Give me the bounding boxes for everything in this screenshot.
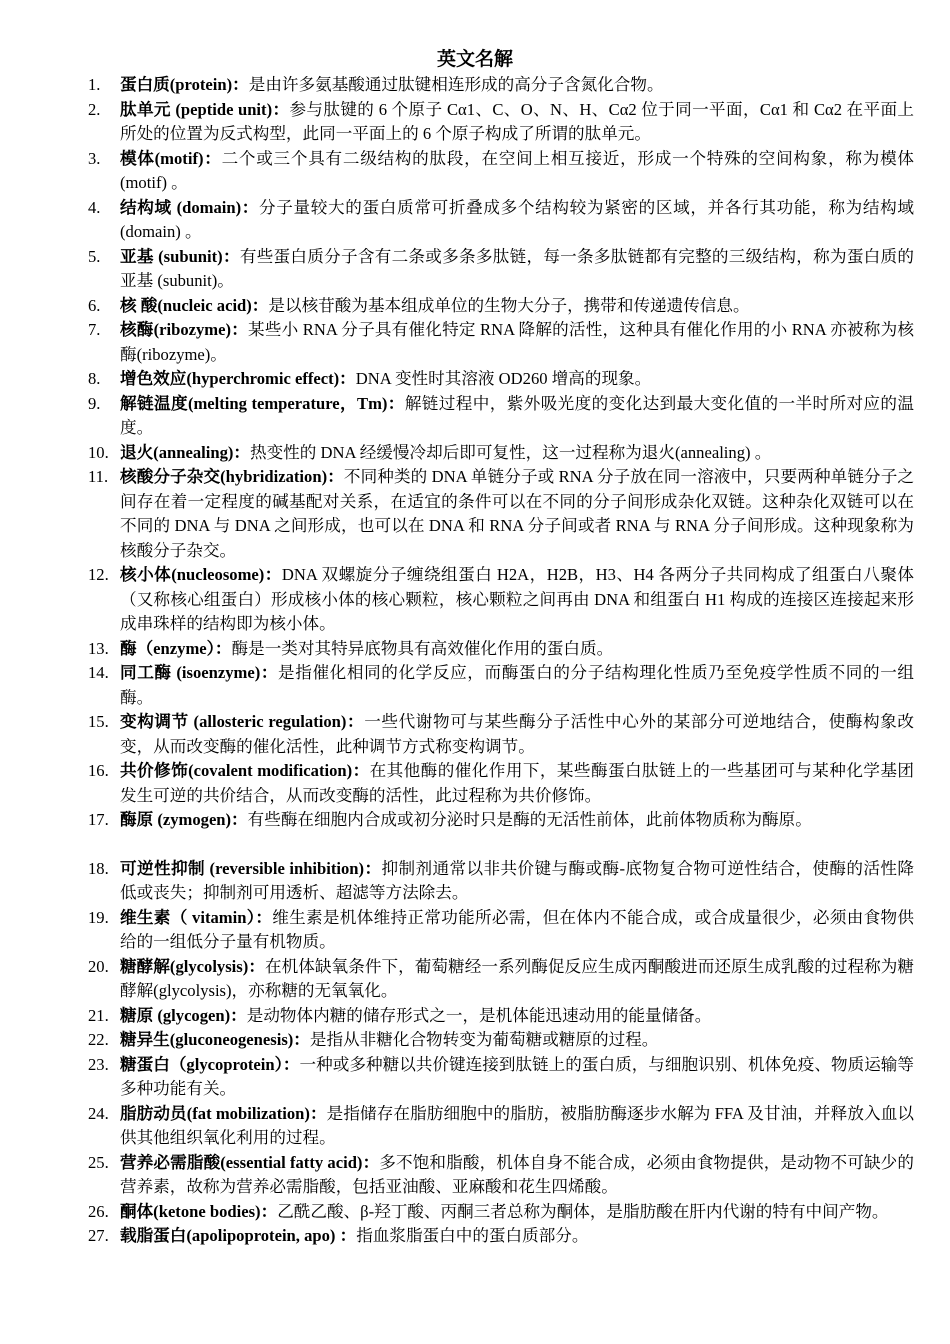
- term-heading: 解链温度(melting temperature，Tm)：: [120, 393, 405, 413]
- term-definition: 酶是一类对其特异底物具有高效催化作用的蛋白质。: [231, 638, 614, 658]
- term-heading: 核 酸(nucleic acid)：: [120, 295, 269, 315]
- term-heading: 核小体(nucleosome)：: [120, 565, 282, 584]
- term-heading: 糖原 (glycogen)：: [120, 1005, 247, 1025]
- term-definition: 是以核苷酸为基本组成单位的生物大分子，携带和传递遗传信息。: [268, 295, 750, 315]
- term-item: [0, 906, 950, 955]
- term-heading: 脂肪动员(fat mobilization)：: [120, 1103, 327, 1123]
- term-heading: 亚基 (subunit)：: [120, 246, 240, 266]
- term-heading: 变构调节 (allosteric regulation)：: [120, 712, 365, 731]
- term-heading: 糖蛋白（glycoprotein）：: [120, 1054, 300, 1074]
- term-number: 12.: [88, 565, 109, 584]
- term-heading: 同工酶 (isoenzyme)：: [120, 663, 279, 682]
- term-definition: 是动物体内糖的储存形式之一，是机体能迅速动用的能量储备。: [246, 1005, 712, 1025]
- term-number: 21.: [88, 1005, 109, 1025]
- term-item: [0, 73, 950, 98]
- term-definition: DNA 变性时其溶液 OD260 增高的现象。: [355, 369, 652, 388]
- term-number: 26.: [88, 1201, 109, 1221]
- term-definition: 指血浆脂蛋白中的蛋白质部分。: [356, 1226, 589, 1245]
- term-number: 7.: [88, 320, 101, 339]
- term-list: [0, 73, 950, 1249]
- term-definition: 一种或多种糖以共价键连接到肽链上的蛋白质，与细胞识别、机体免疫、物质运输等多种功能有关。: [120, 1054, 914, 1098]
- term-heading: 酶原 (zymogen)：: [120, 810, 248, 829]
- term-number: 17.: [88, 810, 109, 829]
- term-item: [0, 367, 950, 392]
- term-definition: 抑制剂通常以非共价键与酶或酶-底物复合物可逆性结合，使酶的活性降低或丧失；抑制剂可用透析、超滤等方法除去。: [120, 858, 914, 902]
- term-item: [0, 1053, 950, 1102]
- term-number: 24.: [88, 1103, 109, 1123]
- term-definition: 某些小 RNA 分子具有催化特定 RNA 降解的活性，这种具有催化作用的小 RNA 亦被称为核酶(ribozyme)。: [120, 320, 915, 364]
- term-definition: 多不饱和脂酸，机体自身不能合成，必须由食物提供，是动物不可缺少的营养素，故称为营养必需脂酸，包括亚油酸、亚麻酸和花生四烯酸。: [120, 1152, 914, 1196]
- term-heading: 糖酵解(glycolysis)：: [120, 956, 265, 976]
- term-definition: 有些酶在细胞内合成或初分泌时只是酶的无活性前体，此前体物质称为酶原。: [247, 810, 812, 829]
- term-item: [0, 661, 950, 710]
- term-heading: 退火(annealing)：: [120, 442, 250, 462]
- term-definition: 维生素是机体维持正常功能所必需，但在体内不能合成，或合成量很少，必须由食物供给的一组低分子量有机物质。: [120, 907, 914, 951]
- term-definition: 解链过程中，紫外吸光度的变化达到最大变化值的一半时所对应的温度。: [120, 393, 914, 437]
- term-number: 1.: [88, 75, 101, 94]
- term-number: 23.: [88, 1054, 109, 1074]
- term-number: 4.: [88, 197, 101, 217]
- term-heading: 共价修饰(covalent modification)：: [120, 761, 370, 780]
- term-heading: 可逆性抑制 (reversible inhibition)：: [120, 858, 382, 878]
- term-definition: 分子量较大的蛋白质常可折叠成多个结构较为紧密的区域，并各行其功能，称为结构域 (domain) 。: [120, 197, 915, 241]
- term-heading: 核酶(ribozyme)：: [120, 320, 249, 339]
- term-definition: 在机体缺氧条件下，葡萄糖经一系列酶促反应生成丙酮酸进而还原生成乳酸的过程称为糖酵解(glycolysis)，亦称糖的无氧氧化。: [120, 956, 915, 1000]
- term-number: 22.: [88, 1030, 109, 1049]
- term-item: [0, 759, 950, 808]
- term-number: 9.: [88, 393, 101, 413]
- term-number: 18.: [88, 858, 109, 878]
- term-item: [0, 294, 950, 319]
- term-heading: 酮体(ketone bodies)：: [120, 1201, 278, 1221]
- term-number: 5.: [88, 246, 101, 266]
- term-number: 25.: [88, 1152, 109, 1172]
- term-number: 20.: [88, 956, 109, 976]
- term-definition: 热变性的 DNA 经缓慢冷却后即可复性，这一过程称为退火(annealing) 。: [250, 442, 772, 462]
- term-definition: 乙酰乙酸、β-羟丁酸、丙酮三者总称为酮体，是脂肪酸在肝内代谢的特有中间产物。: [277, 1201, 889, 1221]
- term-item: [0, 1028, 950, 1053]
- term-item: [0, 563, 950, 637]
- term-heading: 酶（enzyme）：: [120, 638, 232, 658]
- term-number: 14.: [88, 663, 109, 682]
- term-heading: 载脂蛋白(apolipoprotein, apo) ：: [120, 1226, 357, 1245]
- blank-line: [0, 833, 950, 857]
- term-heading: 模体(motif)：: [120, 148, 222, 168]
- term-definition: 参与肽键的 6 个原子 Cα1、C、O、N、H、Cα2 位于同一平面，Cα1 和 Cα2 在平面上所处的位置为反式构型，此同一平面上的 6 个原子构成了所谓的肽单元。: [120, 99, 915, 143]
- term-heading: 维生素（ vitamin）：: [120, 907, 273, 927]
- term-definition: 是由许多氨基酸通过肽键相连形成的高分子含氮化合物。: [248, 75, 664, 94]
- term-item: [0, 710, 950, 759]
- term-number: 10.: [88, 442, 109, 462]
- term-item: [0, 808, 950, 833]
- term-heading: 营养必需脂酸(essential fatty acid)：: [120, 1152, 380, 1172]
- term-item: [0, 857, 950, 906]
- term-number: 3.: [88, 148, 101, 168]
- term-definition: 在其他酶的催化作用下，某些酶蛋白肽链上的一些基团可与某种化学基团发生可逆的共价结合，从而改变酶的活性，此过程称为共价修饰。: [120, 761, 915, 805]
- term-heading: 糖异生(gluconeogenesis)：: [120, 1030, 310, 1049]
- term-heading: 蛋白质(protein)：: [120, 75, 249, 94]
- term-item: [0, 245, 950, 294]
- term-item: [0, 318, 950, 367]
- term-item: [0, 1102, 950, 1151]
- term-number: 2.: [88, 99, 101, 119]
- term-item: [0, 441, 950, 466]
- term-item: [0, 1200, 950, 1225]
- term-definition: 一些代谢物可与某些酶分子活性中心外的某部分可逆地结合，使酶构象改变，从而改变酶的催化活性，此种调节方式称变构调节。: [120, 712, 914, 756]
- term-item: [0, 1004, 950, 1029]
- term-number: 16.: [88, 761, 109, 780]
- term-item: [0, 98, 950, 147]
- term-definition: 二个或三个具有二级结构的肽段，在空间上相互接近，形成一个特殊的空间构象，称为模体(motif) 。: [120, 148, 914, 192]
- term-number: 15.: [88, 712, 109, 731]
- term-definition: 不同种类的 DNA 单链分子或 RNA 分子放在同一溶液中，只要两种单链分子之间存在着一定程度的碱基配对关系，在适宜的条件可以在不同的分子间形成杂化双链。这种杂化双链可以在不同的 DNA 与 DNA 之间形成，也可以在 DNA 和 RNA 分子间或者 RNA 与 RNA 分子间形成。这种现象称为核酸分子杂交。: [120, 467, 914, 560]
- term-item: [0, 392, 950, 441]
- term-number: 27.: [88, 1226, 109, 1245]
- term-item: [0, 955, 950, 1004]
- term-definition: 是指催化相同的化学反应，而酶蛋白的分子结构理化性质乃至免疫学性质不同的一组酶。: [120, 663, 914, 707]
- term-number: 8.: [88, 369, 101, 388]
- term-item: [0, 465, 950, 563]
- term-heading: 肽单元 (peptide unit)：: [120, 99, 290, 119]
- term-item: [0, 1151, 950, 1200]
- term-item: [0, 147, 950, 196]
- term-item: [0, 637, 950, 662]
- term-number: 6.: [88, 295, 101, 315]
- term-item: [0, 196, 950, 245]
- term-definition: 是指从非糖化合物转变为葡萄糖或糖原的过程。: [309, 1030, 659, 1049]
- term-heading: 结构域 (domain)：: [120, 197, 260, 217]
- term-number: 13.: [88, 638, 109, 658]
- term-item: [0, 1224, 950, 1249]
- term-definition: 有些蛋白质分子含有二条或多条多肽链，每一条多肽链都有完整的三级结构，称为蛋白质的亚基 (subunit)。: [120, 246, 914, 290]
- term-definition: DNA 双螺旋分子缠绕组蛋白 H2A，H2B，H3、H4 各两分子共同构成了组蛋白八聚体（又称核心组蛋白）形成核小体的核心颗粒，核心颗粒之间再由 DNA 和组蛋白 H1 构成的连接区连接起来形成串珠样的结构即为核小体。: [120, 565, 914, 633]
- term-definition: 是指储存在脂肪细胞中的脂肪，被脂肪酶逐步水解为 FFA 及甘油，并释放入血以供其他组织氧化利用的过程。: [120, 1103, 914, 1147]
- term-number: 19.: [88, 907, 109, 927]
- term-heading: 增色效应(hyperchromic effect)：: [120, 369, 356, 388]
- page-title: 英文名解: [436, 49, 513, 70]
- term-number: 11.: [88, 467, 109, 486]
- term-heading: 核酸分子杂交(hybridization)：: [120, 467, 344, 486]
